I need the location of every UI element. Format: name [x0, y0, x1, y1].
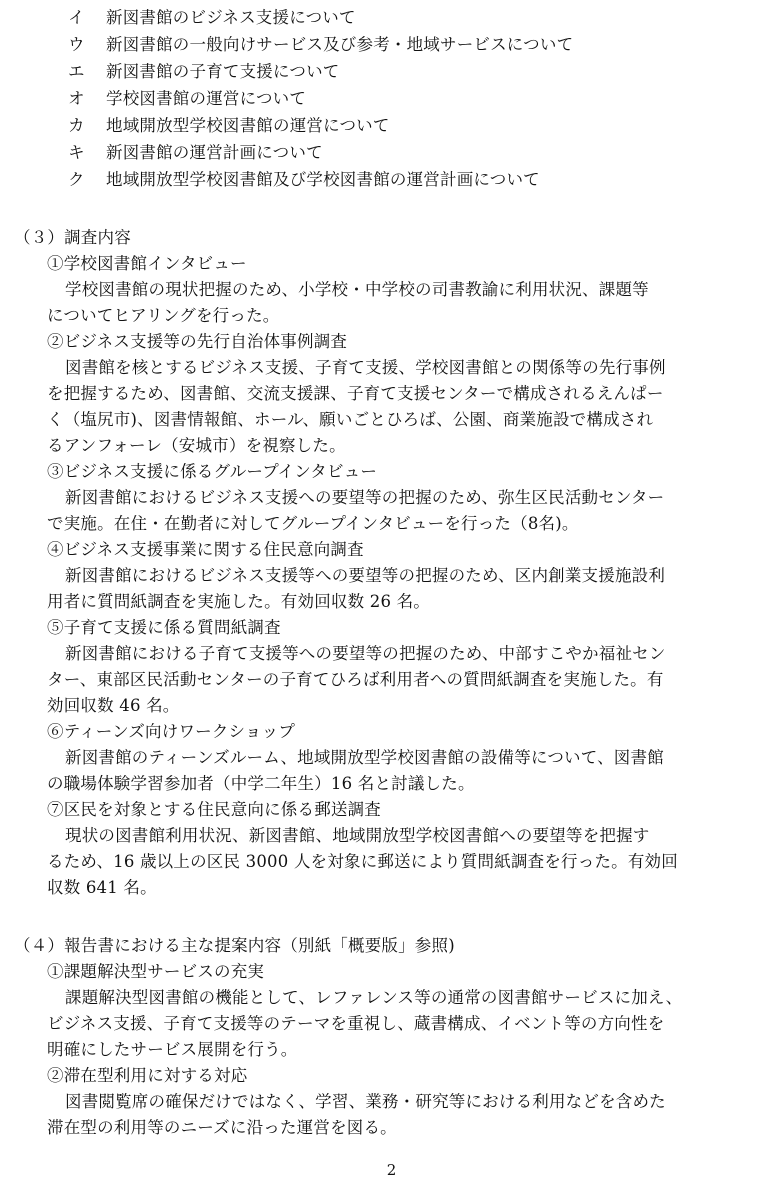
list-item [68, 115, 390, 137]
paragraph-line: 図書館を核とするビジネス支援、子育て支援、学校図書館との関係等の先行事例 [65, 358, 666, 377]
page-number: 2 [386, 1161, 397, 1179]
list-text: 新図書館の運営計画について [106, 143, 323, 162]
paragraph-line: 新図書館における子育て支援等への要望等の把握のため、中部すこやか福祉セン [65, 644, 666, 663]
paragraph-line: 図書閲覧席の確保だけではなく、学習、業務・研究等における利用などを含めた [65, 1092, 666, 1111]
list-item [68, 169, 540, 191]
paragraph-line: 新図書館におけるビジネス支援への要望等の把握のため、弥生区民活動センター [65, 488, 665, 507]
subsection-title: ②ビジネス支援等の先行自治体事例調査 [47, 332, 348, 351]
paragraph-line: ター、東部区民活動センターの子育てひろば利用者への質問紙調査を実施した。有 [47, 670, 664, 689]
subsection-title: ⑥ティーンズ向けワークショップ [47, 722, 296, 741]
list-mark: カ [68, 116, 85, 135]
subsection-title: ①課題解決型サービスの充実 [47, 962, 265, 981]
list-mark: ウ [68, 35, 85, 54]
paragraph-line: るため、16 歳以上の区民 3000 人を対象に郵送により質問紙調査を行った。有効回 [47, 852, 678, 871]
list-text: 新図書館の子育て支援について [106, 62, 340, 81]
subsection-title: ①学校図書館インタビュー [47, 254, 247, 273]
list-text: 新図書館の一般向けサービス及び参考・地域サービスについて [106, 35, 574, 54]
subsection-title: ②滞在型利用に対する対応 [47, 1066, 248, 1085]
paragraph-line: 学校図書館の現状把握のため、小学校・中学校の司書教諭に利用状況、課題等 [65, 280, 649, 299]
section-heading: （４）報告書における主な提案内容（別紙「概要版」参照) [14, 936, 455, 955]
paragraph-line: 新図書館におけるビジネス支援等への要望等の把握のため、区内創業支援施設利 [65, 566, 666, 585]
list-item [68, 34, 573, 56]
list-text: 新図書館のビジネス支援について [106, 8, 356, 27]
paragraph-line: く（塩尻市)、図書情報館、ホール、願いごとひろば、公園、商業施設で構成され [47, 410, 654, 429]
subsection-title: ⑦区民を対象とする住民意向に係る郵送調査 [47, 800, 381, 819]
subsection-title: ⑤子育て支援に係る質問紙調査 [47, 618, 281, 637]
list-mark: オ [68, 89, 85, 108]
list-text: 地域開放型学校図書館及び学校図書館の運営計画について [106, 170, 540, 189]
paragraph-line: 課題解決型図書館の機能として、レファレンス等の通常の図書館サービスに加え、 [65, 988, 683, 1007]
list-text: 学校図書館の運営について [106, 89, 307, 108]
paragraph-line: ビジネス支援、子育て支援等のテーマを重視し、蔵書構成、イベント等の方向性を [47, 1014, 665, 1033]
list-item [68, 142, 323, 164]
paragraph-line: るアンフォーレ（安城市）を視察した。 [47, 436, 346, 455]
list-mark: イ [68, 8, 85, 27]
paragraph-line: の職場体験学習参加者（中学二年生）16 名と討議した。 [47, 774, 475, 793]
paragraph-line: 滞在型の利用等のニーズに沿った運営を図る。 [47, 1118, 397, 1137]
section-heading: （３）調査内容 [14, 228, 131, 247]
subsection-title: ④ビジネス支援事業に関する住民意向調査 [47, 540, 364, 559]
paragraph-line: 明確にしたサービス展開を行う。 [47, 1040, 298, 1059]
paragraph-line: 用者に質問紙調査を実施した。有効回収数 26 名。 [47, 592, 430, 611]
paragraph-line: で実施。在住・在勤者に対してグループインタビューを行った（8名)。 [47, 514, 579, 533]
paragraph-line: 効回収数 46 名。 [47, 696, 180, 715]
paragraph-line: 収数 641 名。 [47, 878, 157, 897]
subsection-title: ③ビジネス支援に係るグループインタビュー [47, 462, 378, 481]
list-mark: キ [68, 143, 85, 162]
list-mark: ク [68, 170, 85, 189]
list-item [68, 88, 306, 110]
list-mark: エ [68, 62, 85, 81]
paragraph-line: についてヒアリングを行った。 [47, 306, 280, 325]
paragraph-line: 新図書館のティーンズルーム、地域開放型学校図書館の設備等について、図書館 [65, 748, 664, 767]
list-item [68, 61, 339, 83]
list-text: 地域開放型学校図書館の運営について [106, 116, 390, 135]
list-item [68, 7, 356, 29]
paragraph-line: 現状の図書館利用状況、新図書館、地域開放型学校図書館への要望等を把握す [65, 826, 650, 845]
paragraph-line: を把握するため、図書館、交流支援課、子育て支援センターで構成されるえんぱー [47, 384, 664, 403]
